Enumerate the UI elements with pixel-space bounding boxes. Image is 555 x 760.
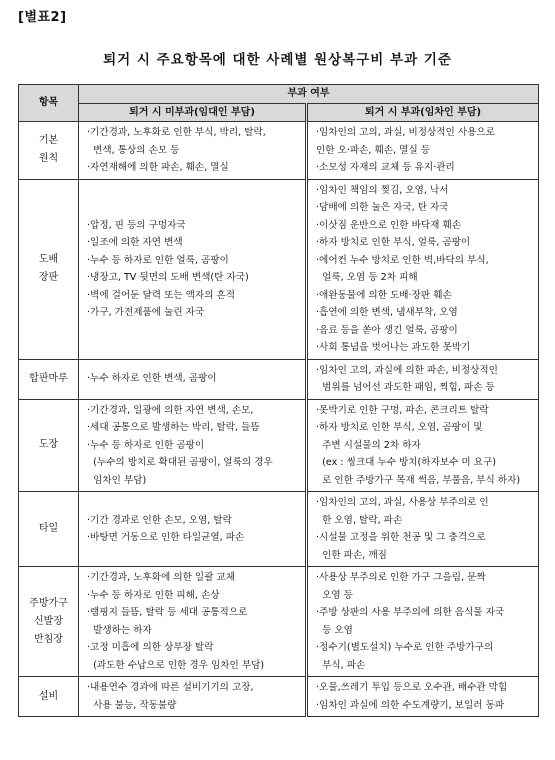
cell-line: ·가구, 가전제품에 눌린 자국 bbox=[87, 307, 205, 318]
cell-line: ·누수 등 하자로 인한 피해, 손상 bbox=[87, 589, 220, 601]
table-row bbox=[19, 359, 539, 399]
cell-line: ·바탕면 거동으로 인한 타일균열, 파손 bbox=[87, 532, 245, 543]
table-row bbox=[19, 122, 539, 180]
cell-line: 임차인 부담) bbox=[87, 474, 147, 486]
cell-line: ·소모성 자재의 교체 등 유지·관리 bbox=[316, 162, 455, 173]
cell-line: 인한 오·파손, 훼손, 멸실 등 bbox=[316, 144, 431, 156]
cell-line: ·임차인 고의, 과실에 의한 파손, 비정상적인 bbox=[316, 364, 498, 376]
cell-line: ·자연재해에 의한 파손, 훼손, 멸실 bbox=[87, 162, 229, 173]
row-category bbox=[19, 567, 79, 677]
cell-line: ·램핑지 들뜸, 탈락 등 세대 공통적으로 bbox=[87, 607, 248, 618]
cell-line: ·기간경과, 일광에 의한 자연 변색, 손모, bbox=[87, 404, 254, 416]
cell-line: ·누수 하자로 인한 변색, 곰팡이 bbox=[87, 373, 217, 385]
charged-cell bbox=[307, 359, 539, 399]
cell-line: ·시설물 고정을 위한 천공 및 그 충격으로 bbox=[316, 532, 486, 543]
cell-line: 얼룩, 오염 등 2차 피해 bbox=[316, 272, 418, 283]
category-label: 원칙 bbox=[38, 153, 59, 165]
header-item: 항목 bbox=[19, 85, 79, 122]
table-row bbox=[19, 567, 539, 677]
cell-line: ·하자 방치로 인한 부식, 얼룩, 곰팡이 bbox=[316, 237, 471, 248]
cell-line: ·기간경과, 노후화에 의한 일괄 교체 bbox=[87, 572, 236, 583]
cell-line: ·사회 통념을 벗어나는 과도한 못박기 bbox=[316, 342, 471, 353]
cell-line: ·오물,쓰레기 투입 등으로 오수관, 배수관 막힘 bbox=[316, 682, 508, 693]
row-category bbox=[19, 359, 79, 399]
charged-cell bbox=[307, 179, 539, 359]
cell-line: 로 인한 주방가구 목재 썩음, 부풀음, 부식 하자) bbox=[316, 474, 521, 486]
header-charged: 퇴거 시 부과(임차인 부담) bbox=[307, 103, 539, 122]
table-row bbox=[19, 179, 539, 359]
category-label: 반침장 bbox=[34, 633, 63, 645]
cell-line: 오염 등 bbox=[316, 589, 353, 601]
charged-cell bbox=[307, 677, 539, 717]
charged-cell bbox=[307, 399, 539, 492]
cell-line: 범위를 넘어선 과도한 패임, 찍힘, 파손 등 bbox=[316, 382, 495, 393]
table-row bbox=[19, 492, 539, 567]
category-label: 도배 bbox=[38, 254, 59, 265]
cell-line: ·에어컨 누수 방치로 인한 벽,바닥의 부식, bbox=[316, 254, 489, 266]
cell-line: ·이삿짐 운반으로 인한 바닥재 훼손 bbox=[316, 219, 461, 231]
row-category bbox=[19, 399, 79, 492]
category-label: 타일 bbox=[38, 523, 59, 534]
document-label: [별표2] bbox=[18, 10, 67, 25]
cell-line: ·기간경과, 노후화로 인한 부식, 박리, 탈락, bbox=[87, 127, 266, 138]
cell-line: ·내용연수 경과에 따른 설비기기의 고장, bbox=[87, 682, 254, 693]
category-label: 기본 bbox=[38, 135, 59, 147]
cell-line: ·세대 공통으로 발생하는 박리, 탈락, 들뜸 bbox=[87, 422, 260, 433]
row-category bbox=[19, 179, 79, 359]
row-category bbox=[19, 677, 79, 717]
cell-line: ·정수기(별도설치) 누수로 인한 주방가구의 bbox=[316, 642, 494, 653]
cell-line: ·기간 경과로 인한 손모, 오염, 탈락 bbox=[87, 514, 232, 526]
header-not-charged: 퇴거 시 미부과(임대인 부담) bbox=[79, 103, 307, 122]
charged-cell bbox=[307, 567, 539, 677]
row-category bbox=[19, 122, 79, 180]
cell-line: 사용 불능, 작동불량 bbox=[87, 699, 177, 711]
restoration-cost-table bbox=[18, 84, 539, 717]
category-label: 신발장 bbox=[34, 615, 63, 627]
category-label: 장판 bbox=[38, 272, 59, 283]
cell-line: ·누수 등 하자로 인한 곰팡이 bbox=[87, 439, 205, 451]
cell-line: ·하자 방치로 인한 부식, 오염, 곰팡이 및 bbox=[316, 422, 483, 433]
cell-line: ·애완동물에 의한 도배·장판 훼손 bbox=[316, 289, 452, 301]
cell-line: 발생하는 하자 bbox=[87, 624, 152, 636]
header-charge: 부과 여부 bbox=[79, 85, 539, 104]
cell-line: (누수의 방치로 확대된 곰팡이, 얼룩의 경우 bbox=[87, 457, 273, 468]
cell-line: ·누수 등 하자로 인한 얼룩, 곰팡이 bbox=[87, 254, 229, 266]
not-charged-cell bbox=[79, 492, 307, 567]
category-label: 합판마루 bbox=[29, 373, 68, 384]
document-title: 퇴거 시 주요항목에 대한 사례별 원상복구비 부과 기준 bbox=[103, 52, 452, 68]
cell-line: 변색, 통상의 손모 등 bbox=[87, 144, 180, 156]
category-label: 주방가구 bbox=[29, 597, 68, 609]
category-label: 설비 bbox=[38, 690, 59, 702]
not-charged-cell bbox=[79, 399, 307, 492]
category-label: 도장 bbox=[38, 439, 59, 451]
not-charged-cell bbox=[79, 122, 307, 180]
cell-line: ·음료 등을 쏟아 생긴 얼룩, 곰팡이 bbox=[316, 324, 458, 336]
cell-line: ·담배에 의한 눌은 자국, 탄 자국 bbox=[316, 202, 449, 213]
cell-line: 등 오염 bbox=[316, 624, 353, 636]
row-category bbox=[19, 492, 79, 567]
cell-line: ·임차인의 고의, 과실, 비정상적인 사용으로 bbox=[316, 127, 495, 138]
cell-line: ·벽에 걸어둔 달력 또는 액자의 흔적 bbox=[87, 289, 236, 301]
cell-line: 인한 파손, 깨짐 bbox=[316, 549, 387, 561]
cell-line: ·주방 상판의 사용 부주의에 의한 음식물 자국 bbox=[316, 607, 505, 618]
cell-line: 주변 시설물의 2차 하자 bbox=[316, 439, 421, 451]
cell-line: ·고정 미흡에 의한 상부장 탈락 bbox=[87, 642, 214, 653]
cell-line: ·임차인의 고의, 과실, 사용상 부주의로 인 bbox=[316, 497, 489, 508]
not-charged-cell bbox=[79, 677, 307, 717]
not-charged-cell bbox=[79, 567, 307, 677]
cell-line: (ex : 씽크대 누수 방치(하자보수 미 요구) bbox=[316, 457, 497, 468]
cell-line: 한 오염, 탈락, 파손 bbox=[316, 514, 403, 526]
cell-line: (과도한 수납으로 인한 경우 임차인 부담) bbox=[87, 659, 265, 671]
cell-line: ·임차인 책임의 찢김, 오염, 낙서 bbox=[316, 184, 449, 196]
cell-line: 부식, 파손 bbox=[316, 659, 366, 671]
table-row bbox=[19, 399, 539, 492]
cell-line: ·냉장고, TV 뒷면의 도배 변색(탄 자국) bbox=[87, 272, 249, 283]
table-row bbox=[19, 677, 539, 717]
charged-cell bbox=[307, 122, 539, 180]
cell-line: ·못박기로 인한 구멍, 파손, 콘크리트 탈락 bbox=[316, 404, 489, 416]
cell-line: ·임차인 과실에 의한 수도계량기, 보일러 동파 bbox=[316, 699, 505, 711]
cell-line: ·사용상 부주의로 인한 가구 그을림, 문짝 bbox=[316, 572, 486, 583]
not-charged-cell bbox=[79, 359, 307, 399]
cell-line: ·흡연에 의한 변색, 냄새부착, 오염 bbox=[316, 307, 458, 318]
cell-line: ·압정, 핀 등의 구멍자국 bbox=[87, 219, 186, 231]
charged-cell bbox=[307, 492, 539, 567]
cell-line: ·일조에 의한 자연 변색 bbox=[87, 237, 183, 248]
not-charged-cell bbox=[79, 179, 307, 359]
